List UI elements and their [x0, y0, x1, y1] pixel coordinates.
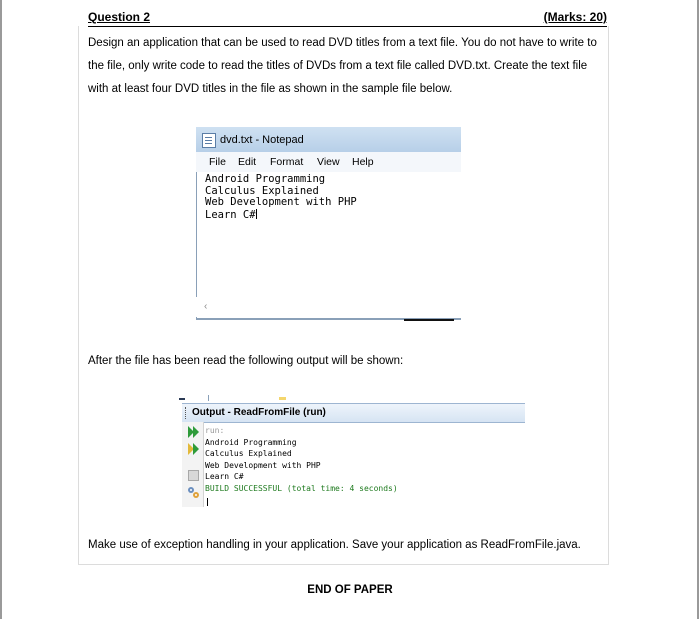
- output-line: Learn C#: [205, 472, 244, 481]
- end-of-paper: END OF PAPER: [307, 584, 393, 596]
- rerun-icon[interactable]: [187, 425, 201, 439]
- notepad-menubar: [196, 152, 461, 173]
- output-console: [205, 425, 398, 494]
- notepad-line: Android Programming: [205, 173, 326, 185]
- settings-icon[interactable]: [187, 486, 200, 499]
- notepad-line-text: Learn C#: [205, 208, 256, 221]
- stop-icon[interactable]: [188, 470, 199, 481]
- text-caret: [256, 209, 257, 219]
- menu-edit[interactable]: Edit: [238, 156, 257, 168]
- notepad-line: Calculus Explained: [205, 184, 319, 197]
- scroll-left-arrow-icon[interactable]: ‹: [204, 301, 208, 312]
- page-left-border: [0, 0, 2, 619]
- output-tab[interactable]: [182, 403, 525, 423]
- rerun-with-params-icon[interactable]: [187, 442, 201, 456]
- question-number: Question 2: [88, 10, 151, 24]
- menu-help[interactable]: Help: [352, 156, 374, 168]
- instructions-paragraph: Design an application that can be used to read DVD titles from a text file. You do not have to write to the file, only write code to read the titles of DVDs from a text file called DVD.txt. Create the text file with at least four DVD titles in the file as shown in the sample file below.: [88, 37, 597, 95]
- taskbar-fragment: [404, 319, 454, 321]
- grip-icon: [185, 407, 188, 419]
- notepad-title: dvd.txt - Notepad: [220, 134, 304, 146]
- toolbar-fragment: [179, 398, 185, 400]
- menu-view[interactable]: View: [317, 156, 340, 168]
- output-line: Calculus Explained: [205, 449, 292, 458]
- header-rule: [88, 26, 607, 27]
- toolbar-fragment: [279, 397, 286, 400]
- question-header: [88, 10, 607, 26]
- output-intro-paragraph: After the file has been read the following output will be shown:: [88, 355, 404, 367]
- notepad-titlebar: [196, 127, 461, 152]
- notepad-line-last: [205, 209, 357, 222]
- run-line: run:: [205, 426, 225, 435]
- toolbar-fragment: [208, 395, 209, 401]
- menu-file[interactable]: File: [209, 156, 226, 168]
- output-line: Web Development with PHP: [205, 460, 321, 470]
- notepad-icon: [202, 133, 216, 148]
- notepad-horizontal-scrollbar[interactable]: [196, 297, 461, 317]
- question-marks: (Marks: 20): [543, 10, 607, 24]
- build-status-line: BUILD SUCCESSFUL (total time: 4 seconds): [205, 483, 398, 493]
- output-gutter: [182, 422, 204, 507]
- page-right-border: [697, 0, 699, 619]
- output-tab-title: Output - ReadFromFile (run): [192, 407, 326, 418]
- exception-handling-paragraph: Make use of exception handling in your application. Save your application as ReadFromFile.java.: [88, 539, 581, 551]
- output-window: [179, 395, 525, 507]
- output-line: Android Programming: [205, 437, 297, 447]
- notepad-line: Web Development with PHP: [205, 196, 357, 208]
- console-cursor: [207, 498, 208, 506]
- menu-format[interactable]: Format: [270, 156, 304, 168]
- notepad-window: [196, 127, 461, 322]
